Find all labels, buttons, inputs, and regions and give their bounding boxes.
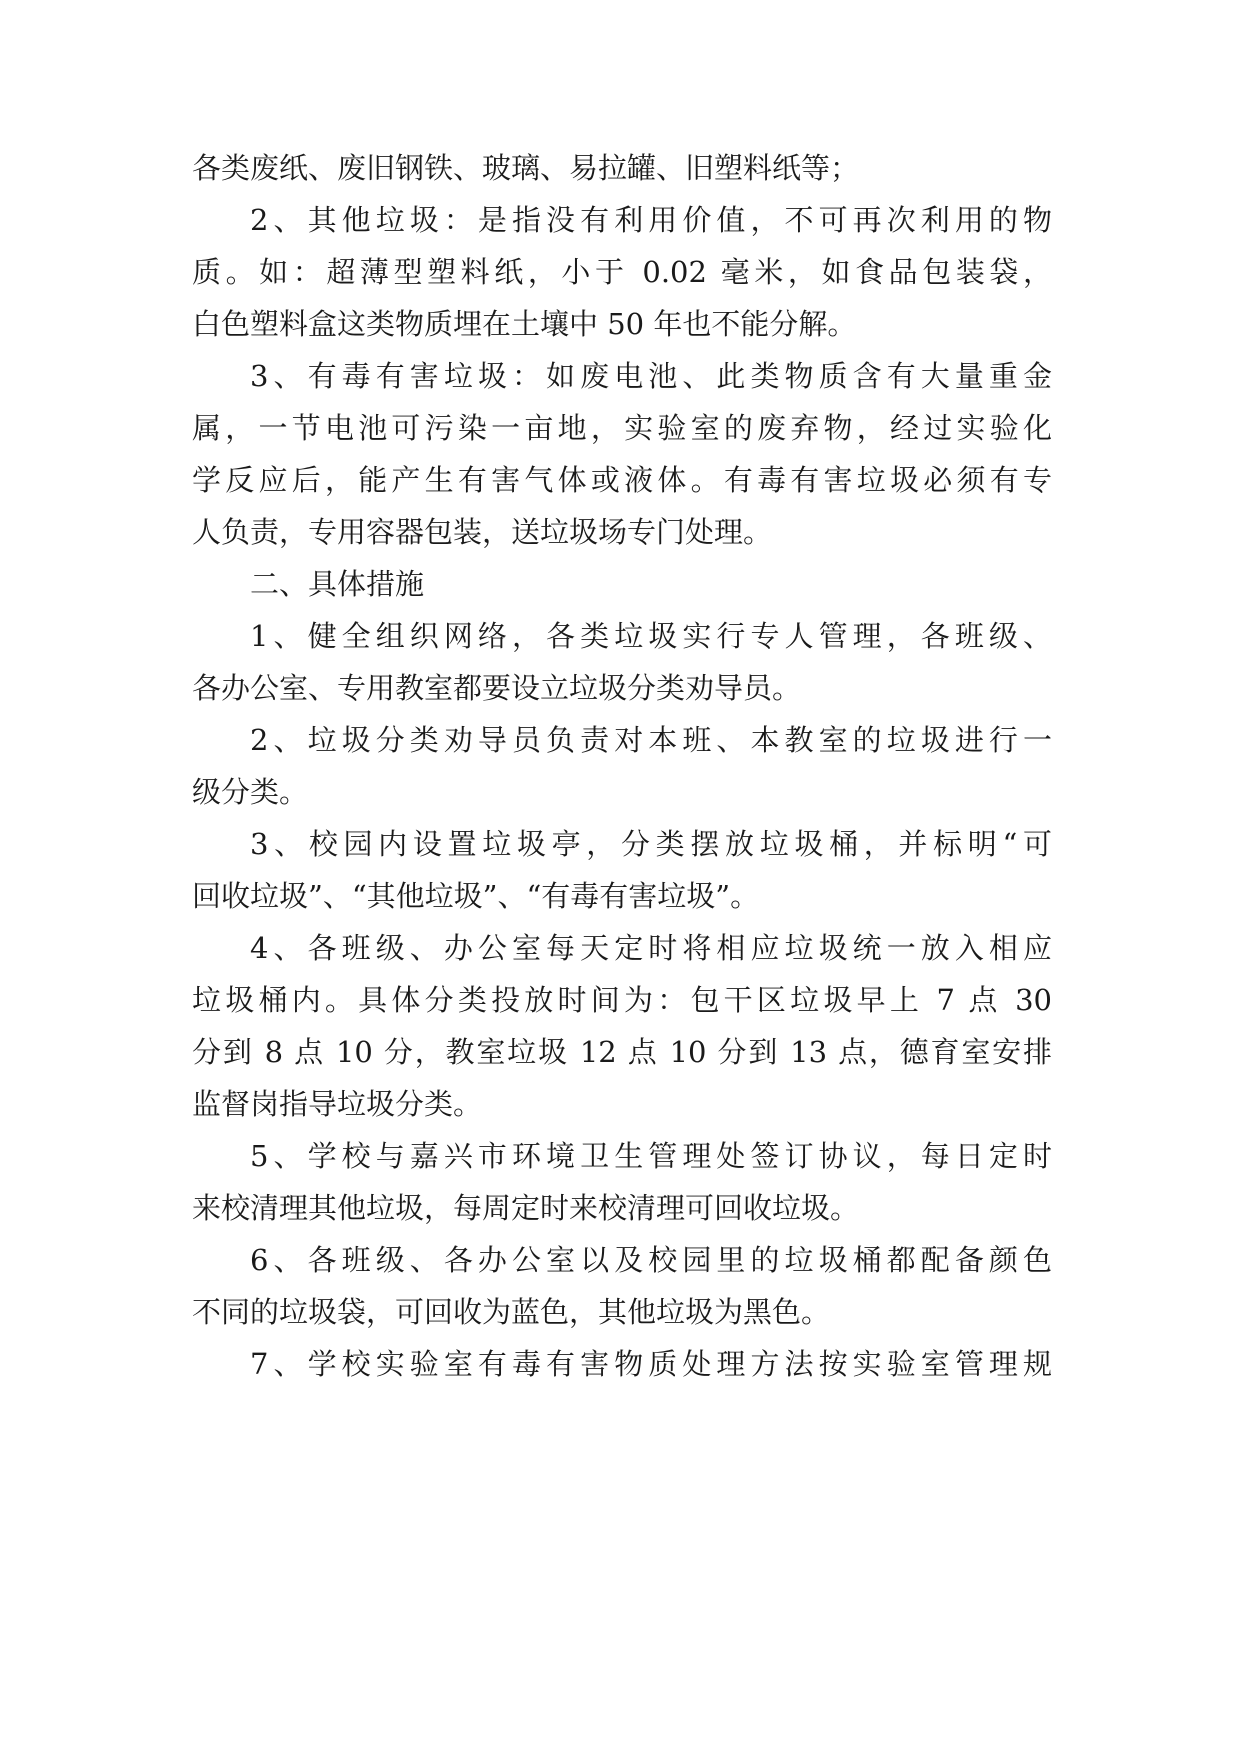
text-line: 来校清理其他垃圾，每周定时来校清理可回收垃圾。: [192, 1191, 860, 1225]
section-heading: 二、具体措施: [250, 567, 425, 601]
text-line: 4、各班级、办公室每天定时将相应垃圾统一放入相应: [250, 931, 1052, 965]
text-line: 6、各班级、各办公室以及校园里的垃圾桶都配备颜色: [250, 1243, 1052, 1277]
text-line: 回收垃圾”、“其他垃圾”、“有毒有害垃圾”。: [192, 879, 760, 913]
text-line: 级分类。: [192, 775, 309, 809]
text-line: 各办公室、专用教室都要设立垃圾分类劝导员。: [192, 671, 802, 705]
text-line: 人负责，专用容器包装，送垃圾场专门处理。: [192, 515, 773, 549]
text-line: 分到 8 点 10 分，教室垃圾 12 点 10 分到 13 点，德育室安排: [192, 1035, 1052, 1069]
text-line: 质。如：超薄型塑料纸，小于 0.02 毫米，如食品包装袋，: [192, 255, 1052, 289]
text-line: 7、学校实验室有毒有害物质处理方法按实验室管理规: [250, 1347, 1052, 1381]
text-line: 各类废纸、废旧钢铁、玻璃、易拉罐、旧塑料纸等；: [192, 151, 860, 185]
text-line: 3、校园内设置垃圾亭，分类摆放垃圾桶，并标明“可: [250, 827, 1052, 861]
text-line: 不同的垃圾袋，可回收为蓝色，其他垃圾为黑色。: [192, 1295, 831, 1329]
text-line: 1、健全组织网络，各类垃圾实行专人管理，各班级、: [250, 619, 1052, 653]
text-line: 5、学校与嘉兴市环境卫生管理处签订协议，每日定时: [250, 1139, 1052, 1173]
text-line: 学反应后，能产生有害气体或液体。有毒有害垃圾必须有专: [192, 463, 1052, 497]
text-line: 垃圾桶内。具体分类投放时间为：包干区垃圾早上 7 点 30: [192, 983, 1052, 1017]
text-line: 3、有毒有害垃圾：如废电池、此类物质含有大量重金: [250, 359, 1052, 393]
text-line: 白色塑料盒这类物质埋在土壤中 50 年也不能分解。: [192, 307, 857, 341]
text-line: 属，一节电池可污染一亩地，实验室的废弃物，经过实验化: [192, 411, 1052, 445]
text-line: 2、垃圾分类劝导员负责对本班、本教室的垃圾进行一: [250, 723, 1052, 757]
text-line: 2、其他垃圾：是指没有利用价值，不可再次利用的物: [250, 203, 1052, 237]
text-line: 监督岗指导垃圾分类。: [192, 1087, 483, 1121]
